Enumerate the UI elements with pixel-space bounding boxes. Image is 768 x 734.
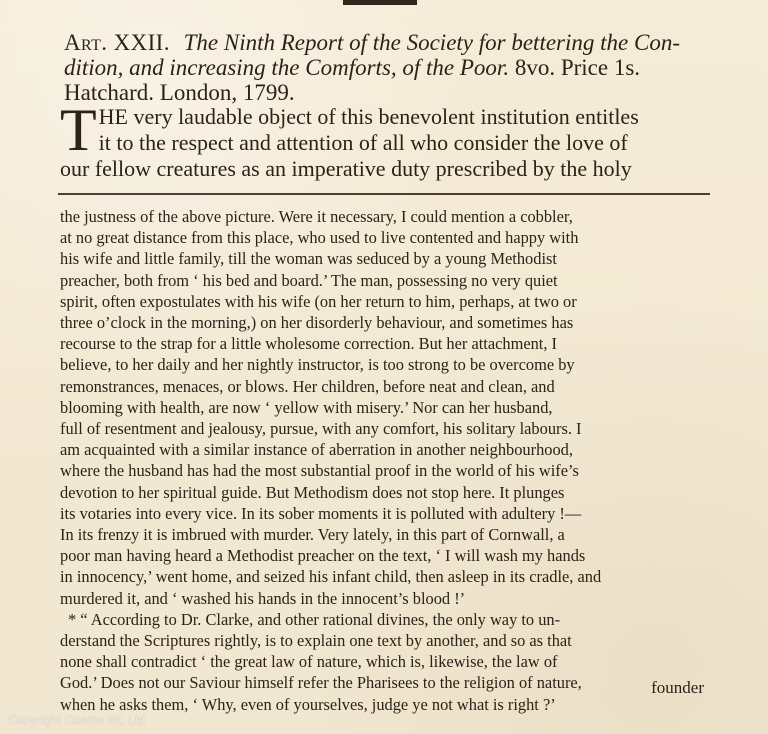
intro-line-2: it to the respect and attention of all who consider the love of (98, 130, 628, 155)
body-line-14: devotion to her spiritual guide. But Methodism does not stop here. It plunges (60, 482, 565, 502)
body-line-4: preacher, both from ‘ his bed and board.’ The man, possessing no very quiet (60, 270, 558, 290)
top-ornament-rule (343, 0, 417, 5)
intro-line-1: HE very laudable object of this benevolent institution entitles (98, 104, 639, 129)
footnote-line-1: * “ According to Dr. Clarke, and other rational divines, the only way to un- (68, 609, 561, 629)
footnote-line-5: when he asks them, ‘ Why, even of yourselves, judge ye not what is right ?’ (60, 694, 556, 714)
section-divider (58, 193, 710, 195)
article-label: Art. XXII. (64, 30, 170, 55)
price-info: 8vo. Price 1s. (514, 55, 641, 80)
copyright-watermark: Copyright Cosmo Int. Ltd (8, 713, 146, 727)
header-line-2 (64, 55, 714, 80)
body-text (60, 206, 710, 715)
body-line-12: am acquainted with a similar instance of aberration in another neighbourhood, (60, 440, 573, 460)
report-title-part-1: The Ninth Report of the Society for bettering the Con- (183, 30, 680, 55)
publisher-line: Hatchard. London, 1799. (64, 80, 295, 105)
body-line-7: recourse to the strap for a little wholesome correction. But her attachment, I (60, 334, 558, 354)
body-line-15: its votaries into every vice. In its sober moments it is polluted with adultery !— (60, 503, 582, 523)
header-line-1 (64, 30, 714, 55)
intro-line-3: our fellow creatures as an imperative duty prescribed by the holy (60, 156, 632, 181)
body-line-11: full of resentment and jealousy, pursue, with any comfort, his solitary labours. I (60, 419, 582, 439)
report-title-part-2: dition, and increasing the Comforts, of the Poor. (64, 55, 510, 80)
body-line-9: remonstrances, menaces, or blows. Her children, before neat and clean, and (60, 376, 555, 396)
footnote-line-4: God.’ Does not our Saviour himself refer the Pharisees to the religion of nature, (60, 673, 582, 693)
article-header (64, 30, 714, 105)
body-line-17: poor man having heard a Methodist preacher on the text, ‘ I will wash my hands (60, 546, 586, 566)
drop-cap: T (60, 97, 97, 163)
catchword: founder (651, 678, 704, 697)
body-line-6: three o’clock in the morning,) on her disorderly behaviour, and sometimes has (60, 313, 574, 333)
body-line-1: the justness of the above picture. Were it necessary, I could mention a cobbler, (60, 207, 573, 226)
footnote-line-3: none shall contradict ‘ the great law of nature, which is, likewise, the law of (60, 652, 558, 672)
body-line-18: in innocency,’ went home, and seized his infant child, then asleep in its cradle, and (60, 567, 602, 587)
intro-paragraph (60, 97, 714, 182)
body-line-3: his wife and little family, till the woman was seduced by a young Methodist (60, 249, 557, 269)
body-line-19: murdered it, and ‘ washed his hands in the innocent’s blood !’ (60, 588, 466, 608)
footnote-line-2: derstand the Scriptures rightly, is to explain one text by another, and so as that (60, 631, 572, 651)
body-line-8: believe, to her daily and her nightly instructor, is too strong to be overcome by (60, 355, 575, 375)
header-line-3 (64, 80, 714, 105)
body-line-16: In its frenzy it is imbrued with murder. Very lately, in this part of Cornwall, a (60, 525, 565, 545)
body-line-5: spirit, often expostulates with his wife (on her return to him, perhaps, at two or (60, 291, 577, 311)
body-line-2: at no great distance from this place, who used to live contented and happy with (60, 228, 579, 248)
body-line-13: where the husband has had the most substantial proof in the world of his wife’s (60, 461, 579, 481)
body-line-10: blooming with health, are now ‘ yellow with misery.’ Nor can her husband, (60, 397, 553, 417)
